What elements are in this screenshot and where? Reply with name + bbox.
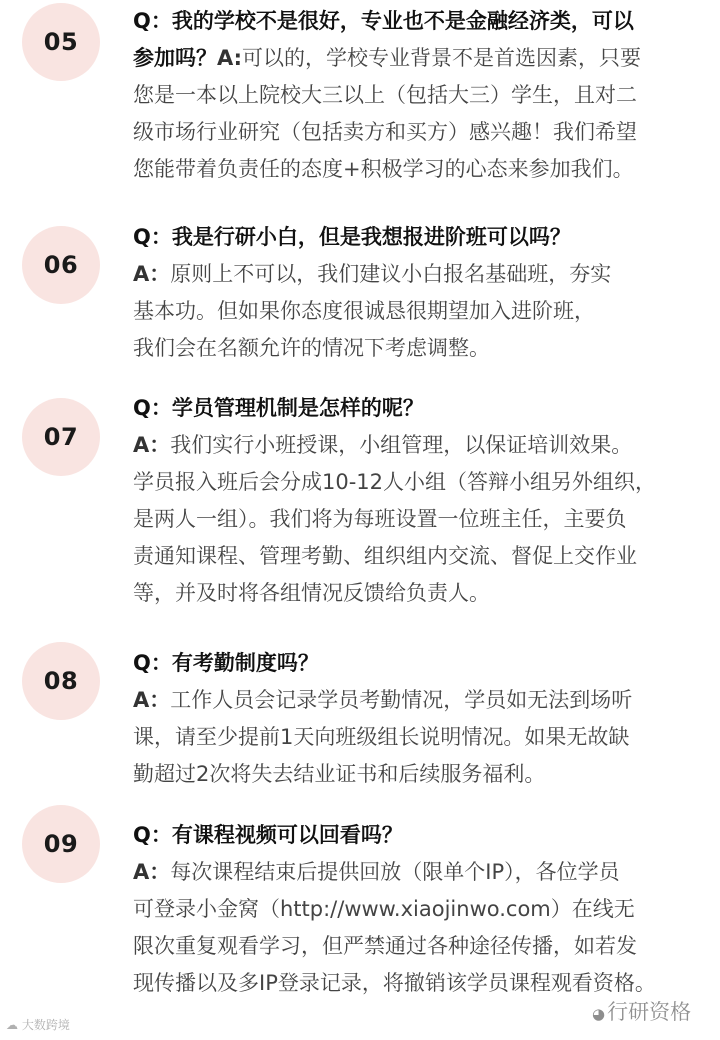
watermark-left: ☁ 大数跨境	[6, 1018, 70, 1032]
answer-text: 学员报入班后会分成10-12人小组（答辩小组另外组织，	[133, 470, 657, 494]
faq-line	[133, 891, 717, 928]
number-badge: 09	[22, 805, 100, 883]
faq-line	[133, 645, 717, 682]
answer-text: 您能带着负责任的态度+积极学习的心态来参加我们。	[133, 157, 634, 181]
faq-line	[133, 151, 717, 188]
faq-line	[133, 575, 717, 612]
answer-label: A：	[133, 262, 171, 286]
answer-text: 现传播以及多IP登录记录，将撤销该学员课程观看资格。	[133, 971, 656, 995]
cloud-icon: ☁	[6, 1018, 18, 1032]
question-text: 参加吗？	[133, 46, 217, 70]
answer-text: 可登录小金窝（http://www.xiaojinwo.com）在线无	[133, 897, 635, 921]
wechat-icon: ◕	[592, 1005, 606, 1023]
watermark-right: ◕行研资格	[592, 1000, 692, 1024]
answer-text: 责通知课程、管理考勤、组织组内交流、督促上交作业	[133, 544, 637, 568]
faq-line	[133, 464, 717, 501]
answer-label: A：	[133, 433, 171, 457]
answer-text: 我们会在名额允许的情况下考虑调整。	[133, 336, 490, 360]
answer-text: 限次重复观看学习，但严禁通过各种途径传播，如若发	[133, 934, 637, 958]
answer-text: 您是一本以上院校大三以上（包括大三）学生，且对二	[133, 83, 637, 107]
faq-line	[133, 114, 717, 151]
answer-label: A：	[133, 860, 171, 884]
answer-text: 每次课程结束后提供回放（限单个IP），各位学员	[170, 860, 620, 884]
answer-text: 勤超过2次将失去结业证书和后续服务福利。	[133, 762, 546, 786]
faq-line	[133, 538, 717, 575]
faq-line	[133, 3, 717, 40]
question-text: Q：有考勤制度吗？	[133, 651, 319, 675]
faq-line	[133, 330, 717, 367]
faq-line	[133, 256, 717, 293]
faq-line	[133, 77, 717, 114]
faq-line	[133, 501, 717, 538]
answer-text: 等，并及时将各组情况反馈给负责人。	[133, 581, 490, 605]
faq-line	[133, 928, 717, 965]
answer-label: A：	[133, 688, 171, 712]
answer-text: 原则上不可以，我们建议小白报名基础班，夯实	[170, 262, 612, 286]
answer-text: 课，请至少提前1天向班级组长说明情况。如果无故缺	[133, 725, 630, 749]
question-text: Q：我是行研小白，但是我想报进阶班可以吗？	[133, 225, 571, 249]
faq-line	[133, 719, 717, 756]
faq-text	[133, 219, 717, 367]
faq-text	[133, 3, 717, 188]
faq-text	[133, 645, 717, 793]
faq-line	[133, 40, 717, 77]
answer-text: 是两人一组）。我们将为每班设置一位班主任，主要负	[133, 507, 627, 531]
faq-line	[133, 219, 717, 256]
faq-text	[133, 390, 717, 612]
number-badge: 08	[22, 642, 100, 720]
faq-line	[133, 854, 717, 891]
answer-text: 基本功。但如果你态度很诚恳很期望加入进阶班，	[133, 299, 595, 323]
faq-line	[133, 390, 717, 427]
faq-line	[133, 293, 717, 330]
answer-text: 工作人员会记录学员考勤情况，学员如无法到场听	[170, 688, 633, 712]
faq-line	[133, 682, 717, 719]
number-badge: 06	[22, 226, 100, 304]
answer-text: 级市场行业研究（包括卖方和买方）感兴趣！我们希望	[133, 120, 637, 144]
question-text: Q：有课程视频可以回看吗？	[133, 823, 403, 847]
faq-text	[133, 817, 717, 1002]
question-text: Q：学员管理机制是怎样的呢？	[133, 396, 424, 420]
number-badge: 07	[22, 398, 100, 476]
faq-line	[133, 756, 717, 793]
answer-text: 我们实行小班授课，小组管理，以保证培训效果。	[170, 433, 633, 457]
question-text: Q：我的学校不是很好，专业也不是金融经济类，可以	[133, 9, 634, 33]
answer-label: A:	[217, 46, 243, 70]
number-badge: 05	[22, 3, 100, 81]
faq-line	[133, 427, 717, 464]
faq-line	[133, 817, 717, 854]
answer-text: 可以的，学校专业背景不是首选因素，只要	[242, 46, 642, 70]
